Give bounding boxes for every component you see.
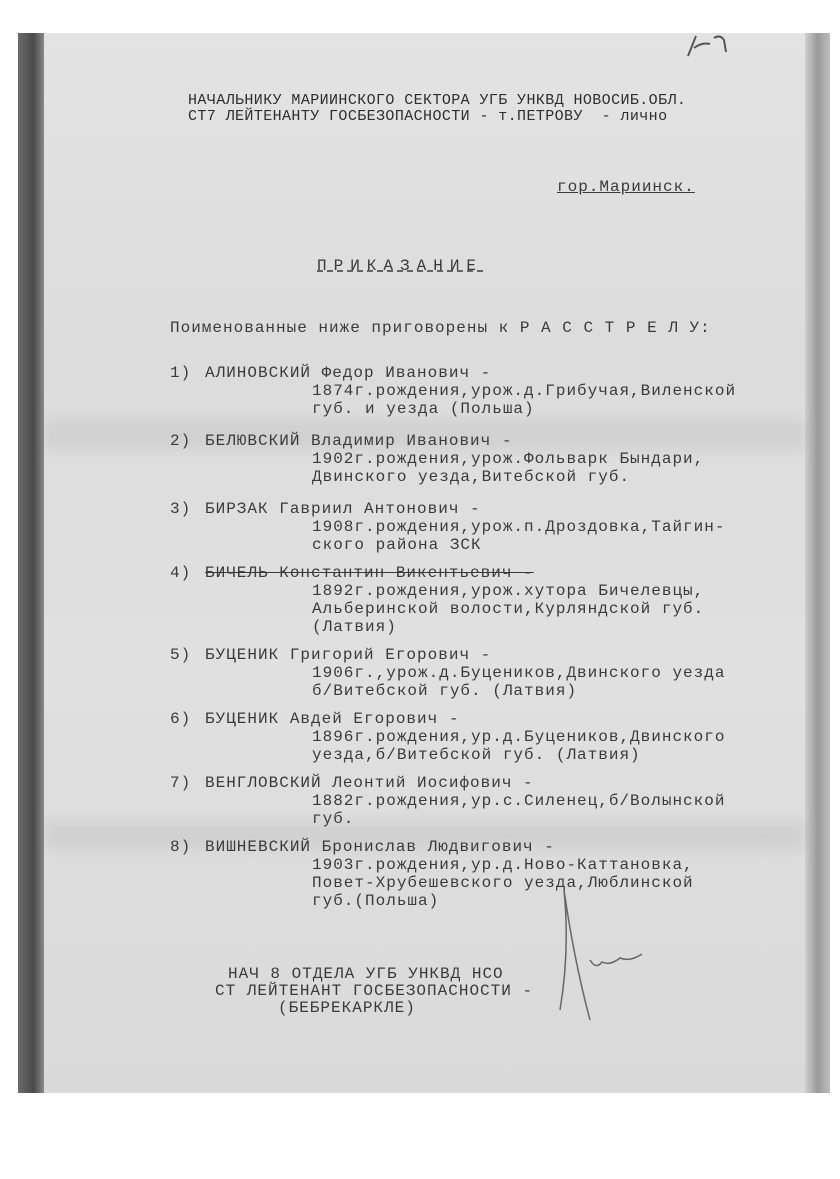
signature-line-2: СТ ЛЕЙТЕНАНТ ГОСБЕЗОПАСНОСТИ - — [215, 982, 534, 1000]
item-details: Альберинской волости,Курляндской губ. — [312, 600, 705, 618]
item-name: БУЦЕНИК Авдей Егорович - — [205, 710, 460, 728]
item-details: 1874г.рождения,урож.д.Грибучая,Виленской — [312, 382, 737, 400]
signature-line-1: НАЧ 8 ОТДЕЛА УГБ УНКВД НСО — [228, 965, 504, 983]
item-details: 1892г.рождения,урож.хутора Бичелевцы, — [312, 582, 705, 600]
item-details: уезда,б/Витебской губ. (Латвия) — [312, 746, 641, 764]
handwritten-page-number — [680, 28, 760, 68]
item-name: ВЕНГЛОВСКИЙ Леонтий Иосифович - — [205, 774, 534, 792]
item-details: 1882г.рождения,ур.с.Силенец,б/Волынской — [312, 792, 726, 810]
item-number: 8) — [170, 838, 192, 856]
item-number: 2) — [170, 432, 192, 450]
item-number: 6) — [170, 710, 192, 728]
item-details: ского района ЗСК — [312, 536, 482, 554]
scan-left-edge — [18, 33, 44, 1093]
item-details: 1902г.рождения,урож.Фольварк Бындари, — [312, 450, 705, 468]
item-details: 1896г.рождения,ур.д.Буцеников,Двинского — [312, 728, 726, 746]
intro-text: Поименованные ниже приговорены к Р А С С Т Р Е Л У: — [170, 319, 711, 337]
item-name: АЛИНОВСКИЙ Федор Иванович - — [205, 364, 492, 382]
item-details: 1903г.рождения,ур.д.Ново-Каттановка, — [312, 856, 694, 874]
item-details: 1906г.,урож.д.Буцеников,Двинского уезда — [312, 664, 726, 682]
document-title: ПРИКАЗАНИЕ — [317, 257, 484, 275]
item-name: БИРЗАК Гавриил Антонович - — [205, 500, 481, 518]
item-details: Двинского уезда,Витебской губ. — [312, 468, 631, 486]
item-details: губ. и уезда (Польша) — [312, 400, 535, 418]
item-number: 3) — [170, 500, 192, 518]
item-details: губ. — [312, 810, 355, 828]
item-number: 7) — [170, 774, 192, 792]
item-details: Повет-Хрубешевского уезда,Люблинской — [312, 874, 694, 892]
handwritten-signature — [530, 870, 660, 1030]
scan-right-edge — [805, 33, 830, 1093]
item-name: ВИШНЕВСКИЙ Бронислав Людвигович - — [205, 838, 555, 856]
item-number: 5) — [170, 646, 192, 664]
item-details: 1908г.рождения,урож.п.Дроздовка,Тайгин- — [312, 518, 726, 536]
item-number: 4) — [170, 564, 192, 582]
addressee-line-2: СТ7 ЛЕЙТЕНАНТУ ГОСБЕЗОПАСНОСТИ - т.ПЕТРОВУ - лично — [188, 108, 668, 125]
item-name: БЕЛЮВСКИЙ Владимир Иванович - — [205, 432, 513, 450]
item-name: БУЦЕНИК Григорий Егорович - — [205, 646, 492, 664]
item-name: БИЧЕЛЬ Константин Викентьевич - — [205, 564, 534, 582]
item-details: б/Витебской губ. (Латвия) — [312, 682, 578, 700]
signature-line-3: (БЕБРЕКАРКЛЕ) — [278, 999, 416, 1017]
addressee-line-1: НАЧАЛЬНИКУ МАРИИНСКОГО СЕКТОРА УГБ УНКВД НОВОСИБ.ОБЛ. — [188, 92, 687, 109]
scanned-page — [18, 33, 830, 1093]
item-details: (Латвия) — [312, 618, 397, 636]
city: гор.Мариинск. — [557, 178, 695, 196]
item-number: 1) — [170, 364, 192, 382]
item-details: губ.(Польша) — [312, 892, 440, 910]
